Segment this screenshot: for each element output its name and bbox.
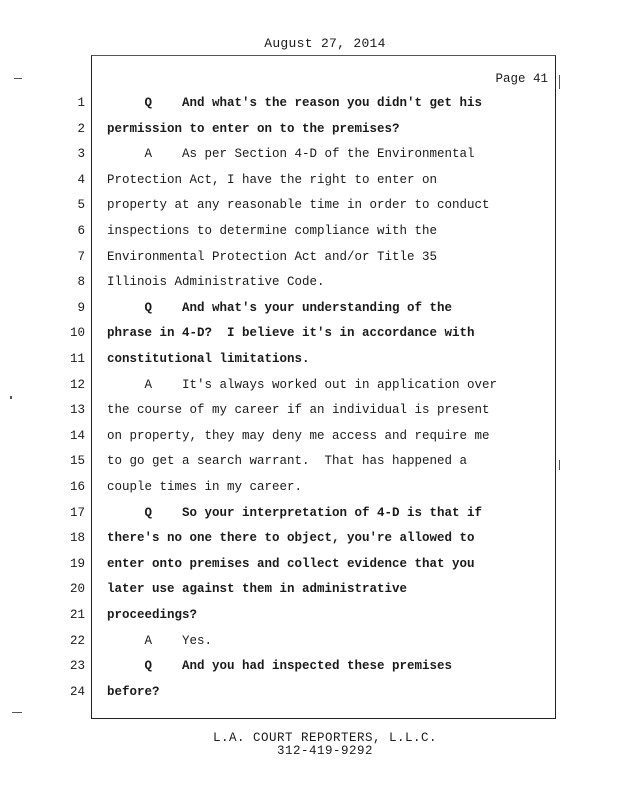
line-number: 2 xyxy=(77,121,85,136)
transcript-line: permission to enter on to the premises? xyxy=(107,121,400,136)
court-reporter-phone: 312-419-9292 xyxy=(276,744,373,758)
line-number: 24 xyxy=(69,684,85,699)
transcript-line: Illinois Administrative Code. xyxy=(107,275,325,290)
transcript-line: Environmental Protection Act and/or Title 35 xyxy=(107,249,438,264)
line-number: 11 xyxy=(69,352,85,366)
line-number: 20 xyxy=(69,582,85,597)
line-number: 15 xyxy=(69,454,85,469)
page-number: Page 41 xyxy=(495,72,548,86)
transcript-line: Q And what's your understanding of the xyxy=(107,300,453,315)
transcript-line: enter onto premises and collect evidence that you xyxy=(107,556,475,571)
court-reporter-name: L.A. COURT REPORTERS, L.L.C. xyxy=(212,731,438,745)
line-number: 19 xyxy=(69,556,85,571)
transcript-line: Q And what's the reason you didn't get his xyxy=(107,96,483,110)
scan-speck xyxy=(14,78,22,79)
line-number: 12 xyxy=(69,377,85,392)
line-number: 3 xyxy=(77,147,85,162)
line-number: 16 xyxy=(69,480,85,494)
line-number: 1 xyxy=(77,96,85,110)
transcript-line: constitutional limitations. xyxy=(107,352,310,366)
transcript-line: on property, they may deny me access and require me xyxy=(107,428,490,443)
line-number: 23 xyxy=(69,659,85,674)
transcript-line: phrase in 4-D? I believe it's in accordance with xyxy=(107,326,475,341)
line-number: 5 xyxy=(77,198,85,213)
scan-speck xyxy=(559,75,560,89)
line-number: 21 xyxy=(69,608,85,622)
transcript-line: later use against them in administrative xyxy=(107,582,408,597)
transcript-line: A It's always worked out in application over xyxy=(107,377,498,392)
transcript-line: the course of my career if an individual is present xyxy=(107,403,490,418)
transcript-line: to go get a search warrant. That has happened a xyxy=(107,454,468,469)
line-number: 22 xyxy=(69,633,85,648)
line-number: 6 xyxy=(77,224,85,238)
line-number: 18 xyxy=(69,531,85,546)
transcript-line: before? xyxy=(107,684,160,699)
line-number: 14 xyxy=(69,428,85,443)
scan-speck xyxy=(10,396,12,399)
line-number: 17 xyxy=(69,505,85,520)
scan-speck xyxy=(559,460,560,470)
transcript-line: A Yes. xyxy=(107,633,213,648)
line-number: 13 xyxy=(69,403,85,418)
line-number: 4 xyxy=(77,172,85,187)
line-number: 9 xyxy=(77,300,85,315)
transcript-line: inspections to determine compliance with the xyxy=(107,224,438,238)
line-number: 7 xyxy=(77,249,85,264)
line-number: 8 xyxy=(77,275,85,290)
transcript-line: there's no one there to object, you're allowed to xyxy=(107,531,475,546)
transcript-line: Q So your interpretation of 4-D is that if xyxy=(107,505,483,520)
transcript-line: Q And you had inspected these premises xyxy=(107,659,453,674)
line-number: 10 xyxy=(69,326,85,341)
transcript-line: proceedings? xyxy=(107,608,198,622)
transcript-line: property at any reasonable time in order to conduct xyxy=(107,198,490,213)
transcript-line: A As per Section 4-D of the Environmental xyxy=(107,147,475,162)
transcript-date: August 27, 2014 xyxy=(264,36,386,51)
transcript-line: Protection Act, I have the right to enter on xyxy=(107,172,438,187)
scan-speck xyxy=(12,712,22,713)
transcript-line: couple times in my career. xyxy=(107,480,303,494)
